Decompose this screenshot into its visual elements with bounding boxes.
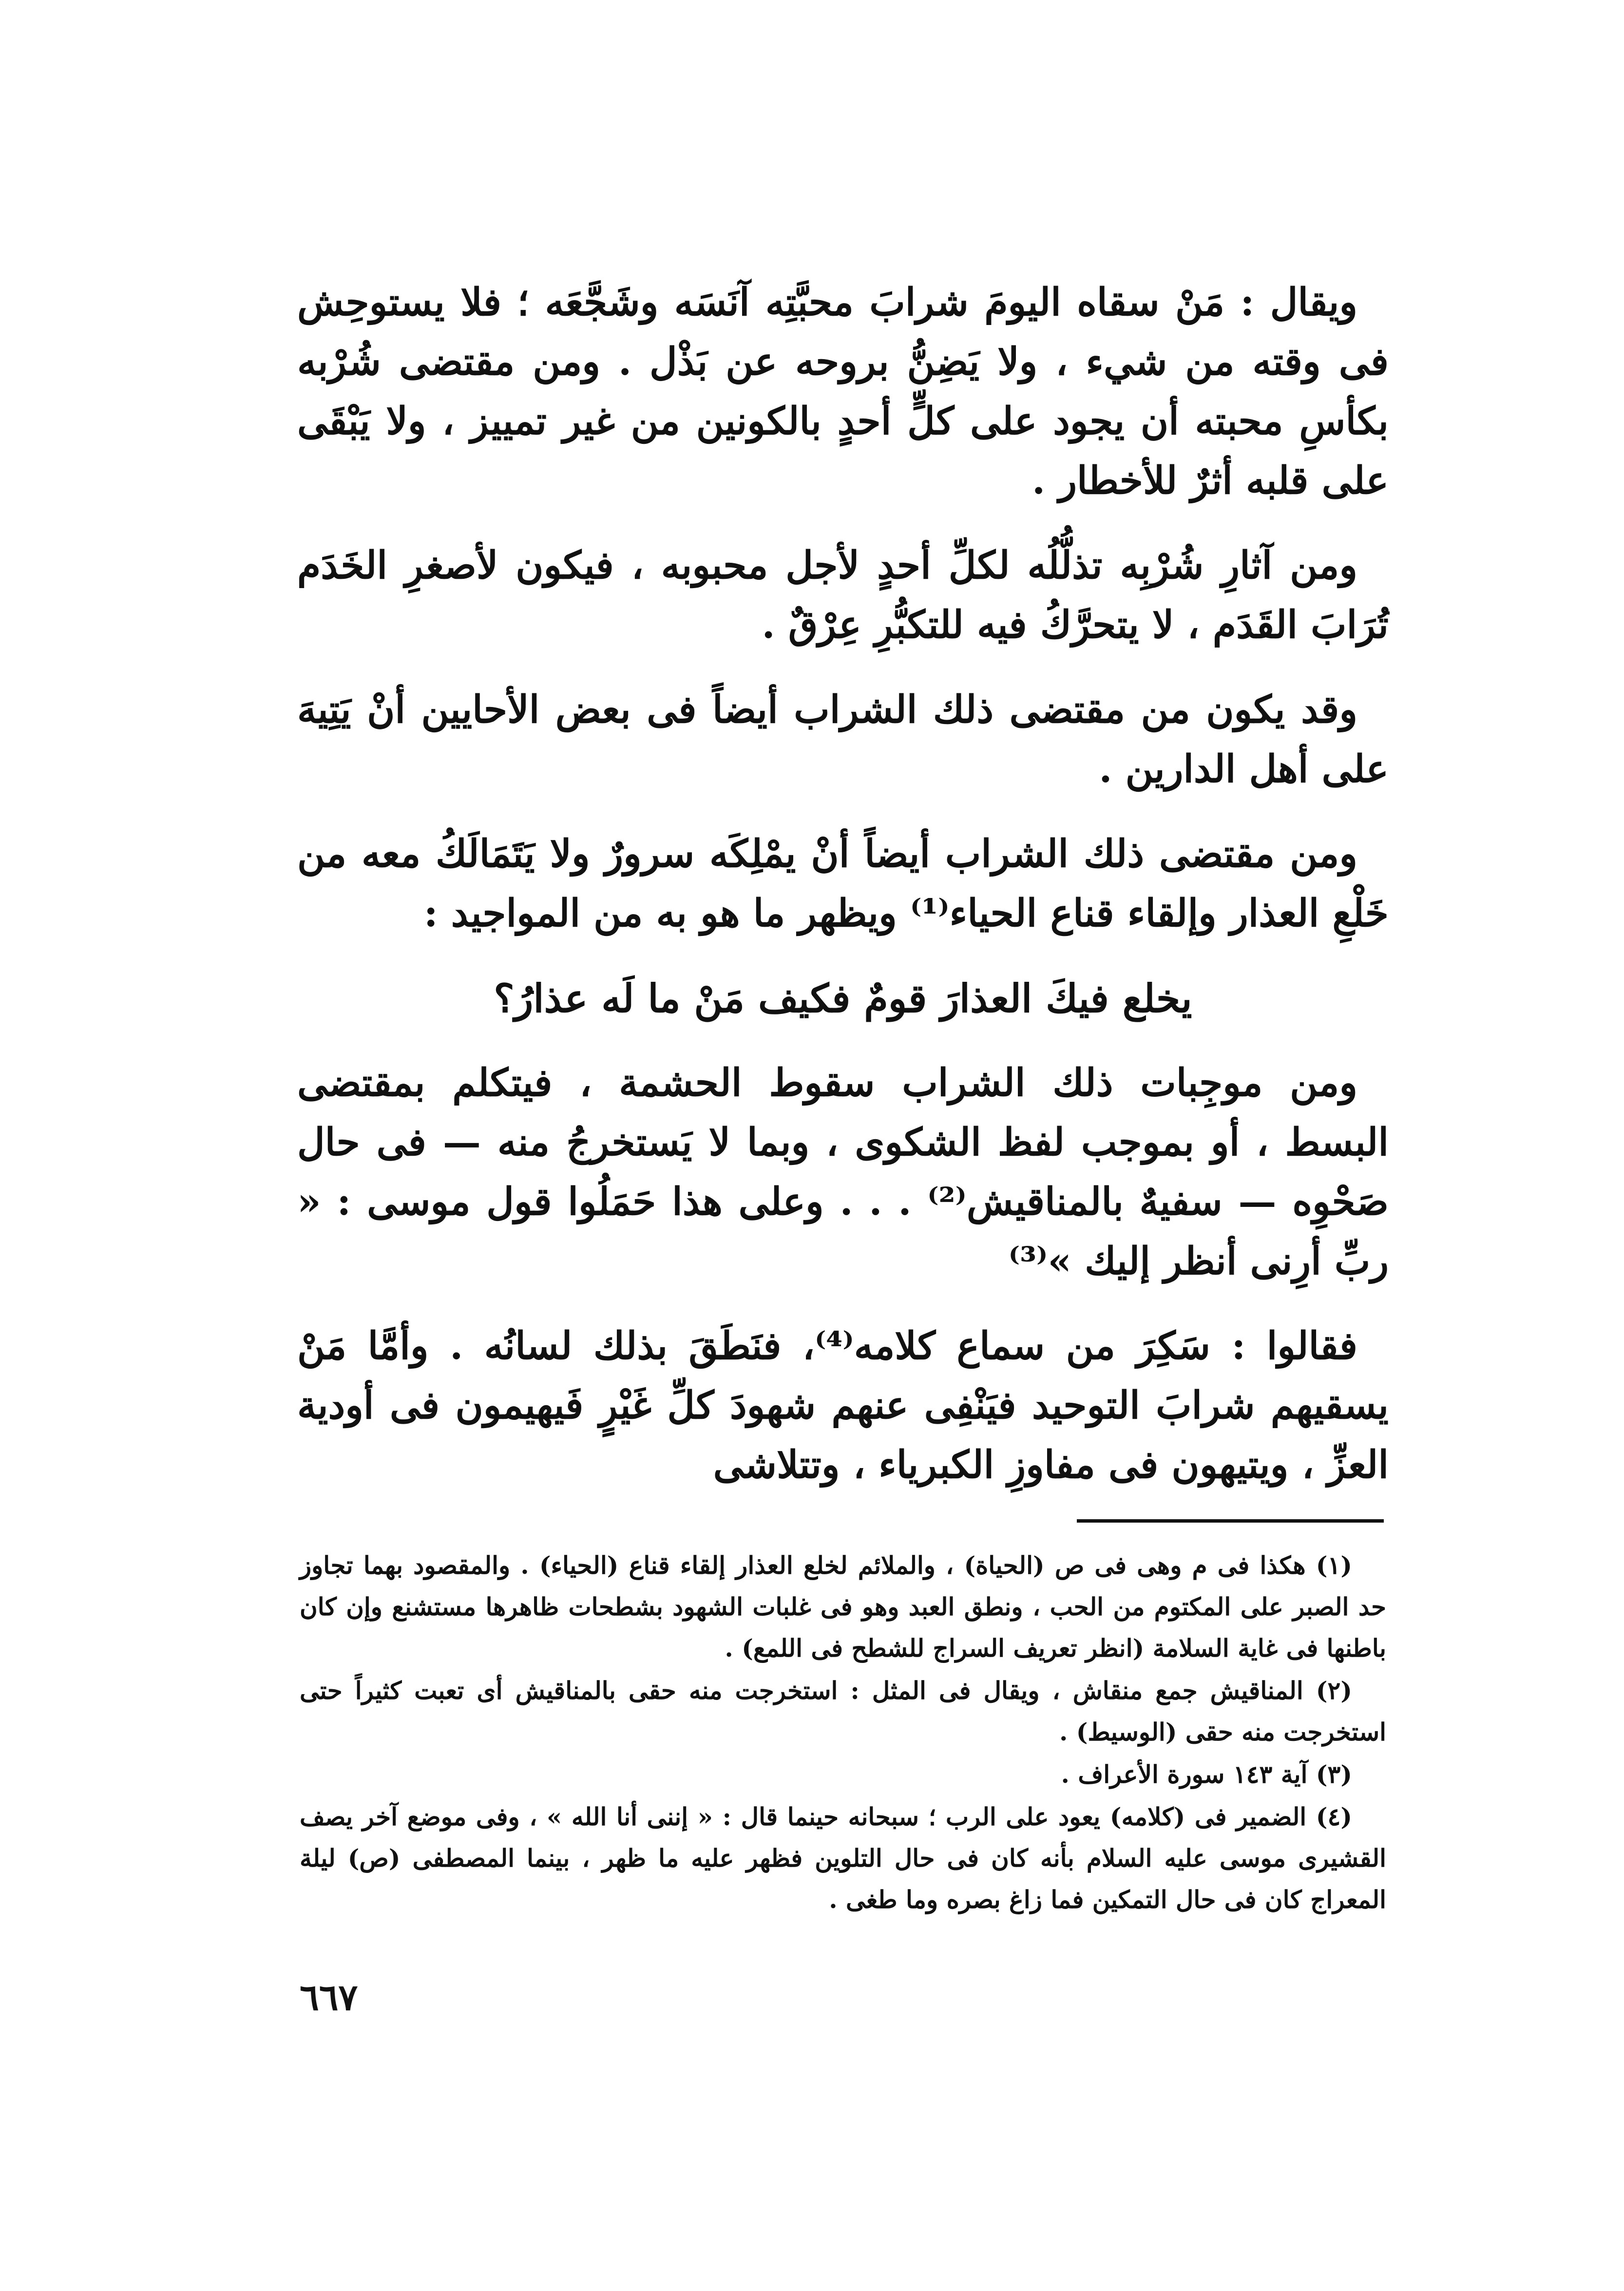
paragraph: ومن موجِبات ذلك الشراب سقوط الحشمة ، فيتكلم بمقتضى البسط ، أو بموجب لفظ الشكوى ، وبما لا يَستخرجُ منه — فى حال صَحْوِه — سفيهٌ بالمناقيش⁽²⁾ . . . وعلى هذا حَمَلُوا قول موسى : « ربِّ أرِنى أنظر إليك »⁽³⁾ [297,1061,1389,1283]
page-number: ٦٦٧ [300,1977,358,2019]
paragraph: ومن آثارِ شُرْبِه تذلُّلُه لكلِّ أحدٍ لأجل محبوبه ، فيكون لأصغرِ الخَدَم تُرَابَ القَدَم ، لا يتحرَّكُ فيه للتكبُّرِ عِرْقٌ . [297,543,1389,647]
footnote-divider [1077,1519,1384,1523]
paragraph: ويقال : مَنْ سقاه اليومَ شرابَ محبَّتِه آنَسَه وشَجَّعَه ؛ فلا يستوحِش فى وقته من شيء ، ولا يَضِنُّ بروحه عن بَذْل . ومن مقتضى شُرْبه بكأسِ محبته أن يجود على كلٍّ أحدٍ بالكونين من غير تمييز ، ولا يَبْقَى على قلبه أثرٌ للأخطار . [297,280,1389,503]
footnote: (٣) آية ١٤٣ سورة الأعراف . [1061,1760,1352,1789]
verse-line: يخلع فيكَ العذارَ قومٌ فكيف مَنْ ما لَه عذارُ؟ [494,975,1192,1021]
footnotes [300,1545,1386,1921]
footnote: (٤) الضمير فى (كلامه) يعود على الرب ؛ سبحانه حينما قال : « إننى أنا الله » ، وفى موضع آخر يصف القشيرى موسى عليه السلام بأنه كان فى حال التلوين فظهر عليه ما ظهر ، بينما المصطفى (ص) ليلة المعراج كان فى حال التمكين فما زاغ بصره وما طغى . [300,1802,1386,1914]
footnote: (٢) المناقيش جمع منقاش ، ويقال فى المثل : استخرجت منه حقى بالمناقيش أى تعبت كثيراً حتى استخرجت منه حقى (الوسيط) . [300,1676,1386,1746]
paragraph: فقالوا : سَكِرَ من سماع كلامه⁽⁴⁾، فنَطَقَ بذلك لسانُه . وأمَّا مَنْ يسقيهم شرابَ التوحيد فيَنْفِى عنهم شهودَ كلِّ غَيْرٍ فَيهيمون فى أودية العزِّ ، ويتيهون فى مفاوزِ الكبرياء ، وتتلاشى [297,1324,1389,1487]
footnote: (١) هكذا فى م وهى فى ص (الحياة) ، والملائم لخلع العذار إلقاء قناع (الحياء) . والمقصود بهما تجاوز حد الصبر على المكتوم من الحب ، ونطق العبد وهو فى غلبات الشهود بشطحات ظاهرها مستشنع وإن كان باطنها فى غاية السلامة (انظر تعريف السراج للشطح فى اللمع) . [300,1551,1386,1662]
paragraph: ومن مقتضى ذلك الشراب أيضاً أنْ يمْلِكَه سرورٌ ولا يَتَمَالَكُ معه من خَلْعِ العذار وإلقاء قناع الحياء⁽¹⁾ ويظهر ما هو به من المواجيد : [297,832,1389,935]
main-text [297,273,1389,1520]
paragraph: وقد يكون من مقتضى ذلك الشراب أيضاً فى بعض الأحايين أنْ يَتِيهَ على أهل الدارين . [297,687,1389,791]
